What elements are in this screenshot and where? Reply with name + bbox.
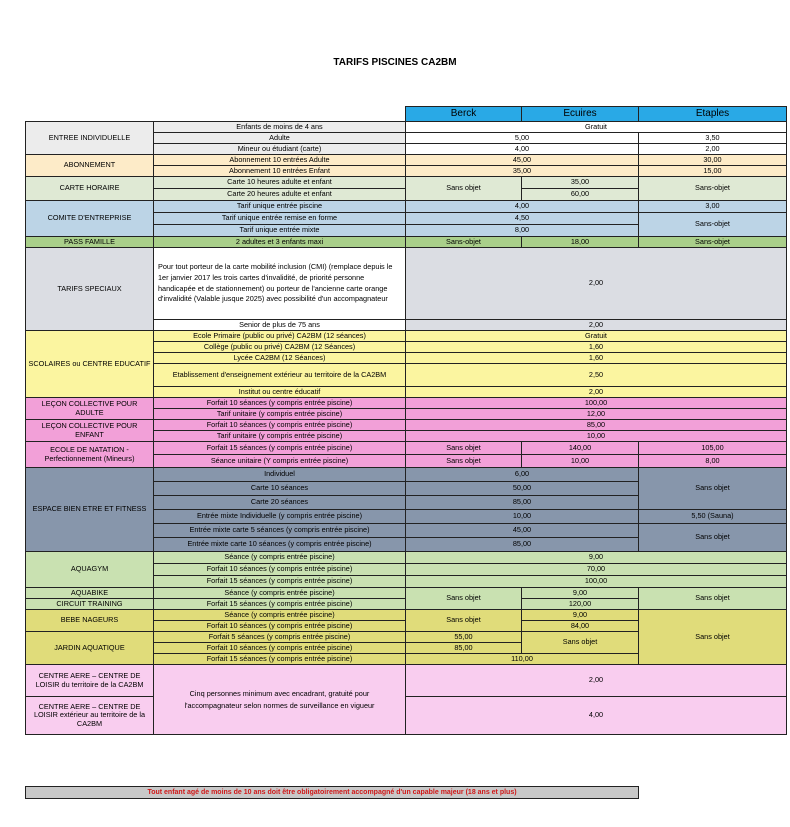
- price-cell-ecuires: Sans objet: [522, 632, 639, 654]
- price-cell: 2,00: [406, 387, 787, 398]
- price-cell-ecuires: 18,00: [522, 237, 639, 248]
- price-cell: 85,00: [406, 496, 639, 510]
- row-label: Lycée CA2BM (12 Séances): [154, 353, 406, 364]
- category-scolaires: SCOLAIRES ou CENTRE EDUCATIF: [26, 331, 154, 398]
- price-cell-etaples: Sans objet: [639, 468, 787, 510]
- header-ecuires: Ecuires: [522, 107, 639, 122]
- price-cell: 45,00: [406, 524, 639, 538]
- price-cell: 1,60: [406, 353, 787, 364]
- row-label: Etablissement d'enseignement extérieur au territoire de la CA2BM: [154, 364, 406, 387]
- price-cell: 2,00: [406, 665, 787, 697]
- price-cell-etaples: 8,00: [639, 455, 787, 468]
- price-cell-etaples: 5,50 (Sauna): [639, 510, 787, 524]
- price-cell: Gratuit: [406, 331, 787, 342]
- price-cell: 2,00: [406, 320, 787, 331]
- header-berck: Berck: [406, 107, 522, 122]
- price-cell-berck: Sans-objet: [406, 237, 522, 248]
- price-cell-etaples: Sans objet: [639, 610, 787, 665]
- row-label: Séance (y compris entrée piscine): [154, 552, 406, 564]
- price-cell-berck: 85,00: [406, 643, 522, 654]
- row-label: Forfait 10 séances (y compris entrée piscine): [154, 420, 406, 431]
- row-label: Séance (y compris entrée piscine): [154, 610, 406, 621]
- page-title: TARIFS PISCINES CA2BM: [333, 57, 457, 68]
- row-label: Forfait 15 séances (y compris entrée piscine): [154, 599, 406, 610]
- row-label: Forfait 15 séances (y compris entrée piscine): [154, 442, 406, 455]
- row-label: Entrée mixte carte 10 séances (y compris entrée piscine): [154, 538, 406, 552]
- price-table: [25, 106, 787, 735]
- row-label: Tarif unitaire (y compris entrée piscine): [154, 409, 406, 420]
- row-label: Forfait 15 séances (y compris entrée piscine): [154, 576, 406, 588]
- category-lecon-adulte: LEÇON COLLECTIVE POUR ADULTE: [26, 398, 154, 420]
- row-label: Enfants de moins de 4 ans: [154, 122, 406, 133]
- price-cell: 8,00: [406, 225, 639, 237]
- price-cell-etaples: Sans-objet: [639, 177, 787, 201]
- price-cell-ecuires: 10,00: [522, 455, 639, 468]
- row-label: Institut ou centre éducatif: [154, 387, 406, 398]
- row-label: Séance (y compris entrée piscine): [154, 588, 406, 599]
- row-label: Tarif unique entrée mixte: [154, 225, 406, 237]
- row-label: Forfait 10 séances (y compris entrée piscine): [154, 564, 406, 576]
- price-cell: 2,50: [406, 364, 787, 387]
- price-cell: 4,50: [406, 213, 639, 225]
- price-cell: 85,00: [406, 420, 787, 431]
- header-spacer: [26, 107, 406, 122]
- price-cell: 100,00: [406, 576, 787, 588]
- category-circuit-training: CIRCUIT TRAINING: [26, 599, 154, 610]
- price-cell-etaples: 30,00: [639, 155, 787, 166]
- price-cell: 4,00: [406, 697, 787, 735]
- row-label: Entrée mixte carte 5 séances (y compris entrée piscine): [154, 524, 406, 538]
- row-label: Ecole Primaire (public ou privé) CA2BM (12 séances): [154, 331, 406, 342]
- row-label: Collège (public ou privé) CA2BM (12 Séances): [154, 342, 406, 353]
- category-aquagym: AQUAGYM: [26, 552, 154, 588]
- footnote: Tout enfant agé de moins de 10 ans doit être obligatoirement accompagné d'un capable majeur (18 ans et plus): [25, 786, 639, 799]
- row-label: Adulte: [154, 133, 406, 144]
- price-cell-ecuires: 35,00: [522, 177, 639, 189]
- row-label: Forfait 10 séances (y compris entrée piscine): [154, 621, 406, 632]
- price-cell-ecuires: 9,00: [522, 588, 639, 599]
- price-cell: 9,00: [406, 552, 787, 564]
- category-centre-aere-territoire: CENTRE AERE – CENTRE DE LOISIR du territoire de la CA2BM: [26, 665, 154, 697]
- price-cell: Gratuit: [406, 122, 787, 133]
- price-cell-ecuires: 140,00: [522, 442, 639, 455]
- category-entree-individuelle: ENTREE INDIVIDUELLE: [26, 122, 154, 155]
- category-carte-horaire: CARTE HORAIRE: [26, 177, 154, 201]
- row-label: Tarif unique entrée piscine: [154, 201, 406, 213]
- category-tarifs-speciaux: TARIFS SPECIAUX: [26, 248, 154, 331]
- category-centre-aere-exterieur: CENTRE AERE – CENTRE DE LOISIR extérieur au territoire de la CA2BM: [26, 697, 154, 735]
- price-cell: 6,00: [406, 468, 639, 482]
- row-label: Forfait 5 séances (y compris entrée piscine): [154, 632, 406, 643]
- price-cell: 85,00: [406, 538, 639, 552]
- category-bebe-nageurs: BEBE NAGEURS: [26, 610, 154, 632]
- row-label: Abonnement 10 entrées Enfant: [154, 166, 406, 177]
- price-cell: 10,00: [406, 510, 639, 524]
- price-cell-berck: Sans objet: [406, 588, 522, 610]
- category-espace-bien-etre: ESPACE BIEN ETRE ET FITNESS: [26, 468, 154, 552]
- row-label: Tarif unitaire (y compris entrée piscine): [154, 431, 406, 442]
- row-label: Entrée mixte Individuelle (y compris entrée piscine): [154, 510, 406, 524]
- category-abonnement: ABONNEMENT: [26, 155, 154, 177]
- price-cell-ecuires: 84,00: [522, 621, 639, 632]
- price-cell: 70,00: [406, 564, 787, 576]
- price-cell: 100,00: [406, 398, 787, 409]
- row-label: Pour tout porteur de la carte mobilité inclusion (CMI) (remplace depuis le 1er janvier 2017 les trois cartes d'invalidité, de priorité personne handicapée et de stationnement) ou porteur de l'ancienne carte orange d'invalidité (Valable jusque 2025) avec possibilité d'un accompagnateur: [154, 248, 406, 320]
- category-ecole-natation: ECOLE DE NATATION - Perfectionnement (Mineurs): [26, 442, 154, 468]
- price-cell: 4,00: [406, 144, 639, 155]
- row-label: Carte 20 séances: [154, 496, 406, 510]
- row-label: Séance unitaire (Y compris entrée piscine): [154, 455, 406, 468]
- row-label: Individuel: [154, 468, 406, 482]
- price-cell: 12,00: [406, 409, 787, 420]
- price-cell: 110,00: [406, 654, 639, 665]
- price-cell-etaples: 3,50: [639, 133, 787, 144]
- header-etaples: Etaples: [639, 107, 787, 122]
- row-label: Forfait 10 séances (y compris entrée piscine): [154, 398, 406, 409]
- price-cell: 10,00: [406, 431, 787, 442]
- price-cell-etaples: 2,00: [639, 144, 787, 155]
- price-cell-etaples: Sans-objet: [639, 213, 787, 237]
- price-cell-ecuires: 60,00: [522, 189, 639, 201]
- price-cell-berck: Sans objet: [406, 455, 522, 468]
- price-cell-etaples: 3,00: [639, 201, 787, 213]
- category-lecon-enfant: LEÇON COLLECTIVE POUR ENFANT: [26, 420, 154, 442]
- row-label: Tarif unique entrée remise en forme: [154, 213, 406, 225]
- price-cell: 4,00: [406, 201, 639, 213]
- price-cell-berck: Sans objet: [406, 610, 522, 632]
- price-cell-berck: 55,00: [406, 632, 522, 643]
- row-label: Carte 10 séances: [154, 482, 406, 496]
- price-cell-ecuires: 9,00: [522, 610, 639, 621]
- price-cell-etaples: 105,00: [639, 442, 787, 455]
- category-jardin-aquatique: JARDIN AQUATIQUE: [26, 632, 154, 665]
- row-label: Mineur ou étudiant (carte): [154, 144, 406, 155]
- price-cell-etaples: Sans objet: [639, 524, 787, 552]
- category-pass-famille: PASS FAMILLE: [26, 237, 154, 248]
- row-label: Carte 10 heures adulte et enfant: [154, 177, 406, 189]
- row-label: Cinq personnes minimum avec encadrant, gratuité pour l'accompagnateur selon normes de surveillance en vigueur: [154, 665, 406, 735]
- row-label: Senior de plus de 75 ans: [154, 320, 406, 331]
- row-label: Abonnement 10 entrées Adulte: [154, 155, 406, 166]
- price-cell: 35,00: [406, 166, 639, 177]
- price-cell-berck: Sans objet: [406, 442, 522, 455]
- category-aquabike: AQUABIKE: [26, 588, 154, 599]
- row-label: Forfait 15 séances (y compris entrée piscine): [154, 654, 406, 665]
- price-cell-etaples: Sans objet: [639, 588, 787, 610]
- row-label: Carte 20 heures adulte et enfant: [154, 189, 406, 201]
- price-cell: 5,00: [406, 133, 639, 144]
- price-cell-ecuires: 120,00: [522, 599, 639, 610]
- price-cell: 45,00: [406, 155, 639, 166]
- price-cell-berck: Sans objet: [406, 177, 522, 201]
- row-label: Forfait 10 séances (y compris entrée piscine): [154, 643, 406, 654]
- row-label: 2 adultes et 3 enfants maxi: [154, 237, 406, 248]
- price-cell-etaples: 15,00: [639, 166, 787, 177]
- price-cell: 50,00: [406, 482, 639, 496]
- category-comite-entreprise: COMITE D'ENTREPRISE: [26, 201, 154, 237]
- price-cell-etaples: Sans-objet: [639, 237, 787, 248]
- price-cell: 2,00: [406, 248, 787, 320]
- price-cell: 1,60: [406, 342, 787, 353]
